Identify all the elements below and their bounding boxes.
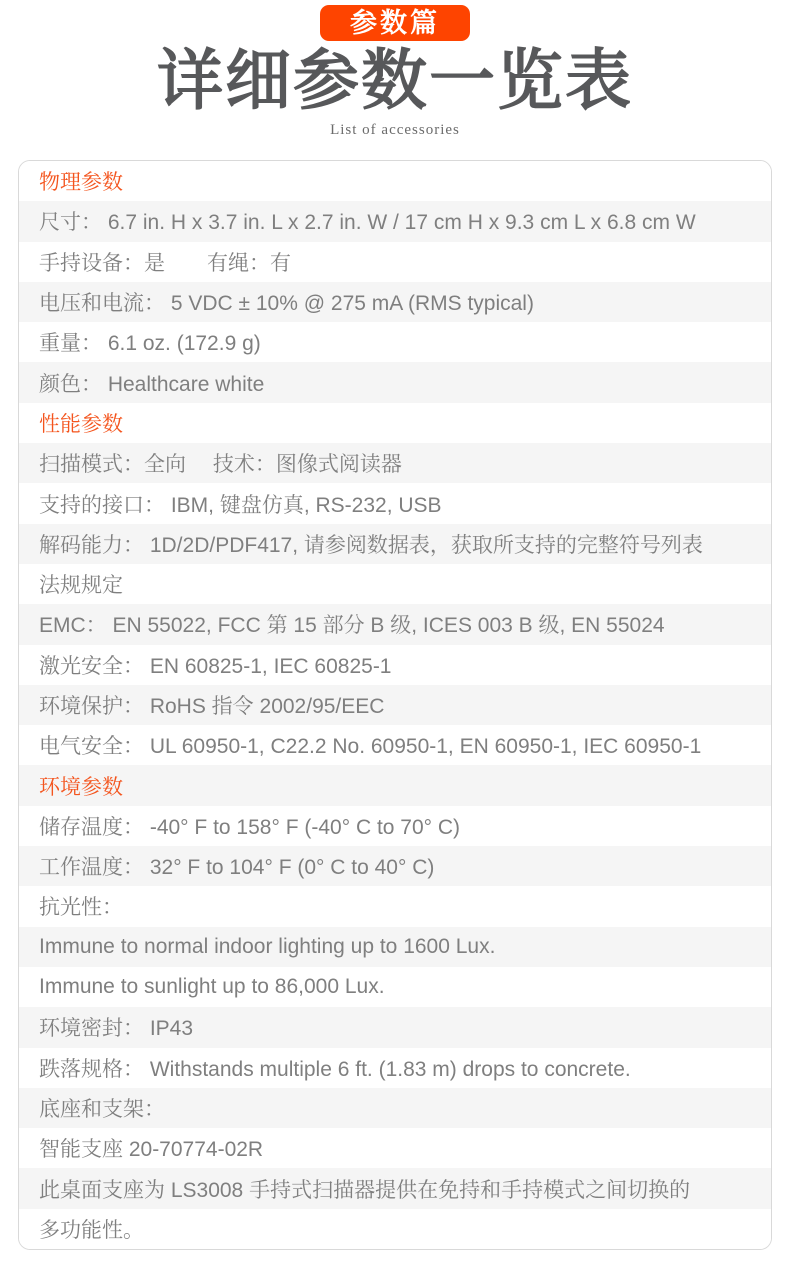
spec-row <box>19 242 771 282</box>
spec-row <box>19 524 771 564</box>
spec-row <box>19 806 771 846</box>
spec-row-text: 支持的接口： IBM, 键盘仿真, RS-232, USB <box>39 493 442 517</box>
spec-row-text: 抗光性： <box>39 896 123 920</box>
spec-section-header-row <box>19 765 771 805</box>
page-header <box>0 0 790 139</box>
spec-row-text: 此桌面支座为 LS3008 手持式扫描器提供在免持和手持模式之间切换的 <box>39 1178 691 1202</box>
spec-row-text: 电压和电流： 5 VDC ± 10% @ 275 mA (RMS typical) <box>39 292 534 316</box>
spec-row-text: 环境密封： IP43 <box>39 1017 194 1041</box>
spec-row <box>19 282 771 322</box>
spec-row <box>19 1209 771 1249</box>
spec-section-header-row <box>19 161 771 201</box>
spec-row-text: 工作温度： 32° F to 104° F (0° C to 40° C) <box>39 856 435 880</box>
spec-row <box>19 645 771 685</box>
spec-row-text: 底座和支架： <box>39 1097 165 1121</box>
spec-row-text: 物理参数 <box>39 171 123 195</box>
spec-row <box>19 362 771 402</box>
spec-row-text: 智能支座 20-70774-02R <box>39 1138 264 1162</box>
spec-row <box>19 1088 771 1128</box>
spec-section-header-row <box>19 403 771 443</box>
spec-row-text: 跌落规格： Withstands multiple 6 ft. (1.83 m) drops to concrete. <box>39 1057 631 1081</box>
spec-row <box>19 927 771 967</box>
spec-row-text: 电气安全： UL 60950-1, C22.2 No. 60950-1, EN 60950-1, IEC 60950-1 <box>39 735 702 759</box>
section-badge: 参数篇 <box>320 5 470 41</box>
page-title: 详细参数一览表 <box>157 43 633 117</box>
spec-row-text: 环境保护： RoHS 指令 2002/95/EEC <box>39 695 385 718</box>
page-subtitle: List of accessories <box>330 122 460 138</box>
spec-row <box>19 201 771 241</box>
spec-row-text: EMC： EN 55022, FCC 第 15 部分 B 级, ICES 003 B 级, EN 55024 <box>39 614 665 638</box>
spec-row-text: 颜色： Healthcare white <box>39 372 265 396</box>
spec-row-text: 手持设备：是 有绳：有 <box>39 251 291 275</box>
spec-row <box>19 564 771 604</box>
spec-row-text: 多功能性。 <box>39 1218 144 1242</box>
spec-row-text: 尺寸： 6.7 in. H x 3.7 in. L x 2.7 in. W / 17 cm H x 9.3 cm L x 6.8 cm W <box>39 211 696 235</box>
spec-row <box>19 725 771 765</box>
spec-row-text: Immune to sunlight up to 86,000 Lux. <box>39 975 385 999</box>
spec-row-text: 激光安全： EN 60825-1, IEC 60825-1 <box>39 654 392 678</box>
spec-row <box>19 322 771 362</box>
spec-row <box>19 1168 771 1208</box>
spec-row <box>19 846 771 886</box>
spec-row-text: 性能参数 <box>39 412 123 436</box>
spec-row-text: 扫描模式：全向 技术：图像式阅读器 <box>39 453 402 477</box>
spec-row <box>19 967 771 1007</box>
spec-row <box>19 1048 771 1088</box>
spec-row <box>19 443 771 483</box>
spec-row-text: 解码能力： 1D/2D/PDF417, 请参阅数据表，获取所支持的完整符号列表 <box>39 533 703 557</box>
spec-row-text: 重量： 6.1 oz. (172.9 g) <box>39 332 261 356</box>
spec-row <box>19 1007 771 1047</box>
spec-table <box>18 160 772 1250</box>
spec-row <box>19 685 771 725</box>
spec-row <box>19 604 771 644</box>
spec-row <box>19 886 771 926</box>
spec-row <box>19 483 771 523</box>
spec-row-text: 环境参数 <box>39 775 123 799</box>
spec-row-text: 法规规定 <box>39 574 123 598</box>
spec-row <box>19 1128 771 1168</box>
spec-row-text: Immune to normal indoor lighting up to 1600 Lux. <box>39 934 496 958</box>
spec-row-text: 储存温度： -40° F to 158° F (-40° C to 70° C) <box>39 815 461 839</box>
